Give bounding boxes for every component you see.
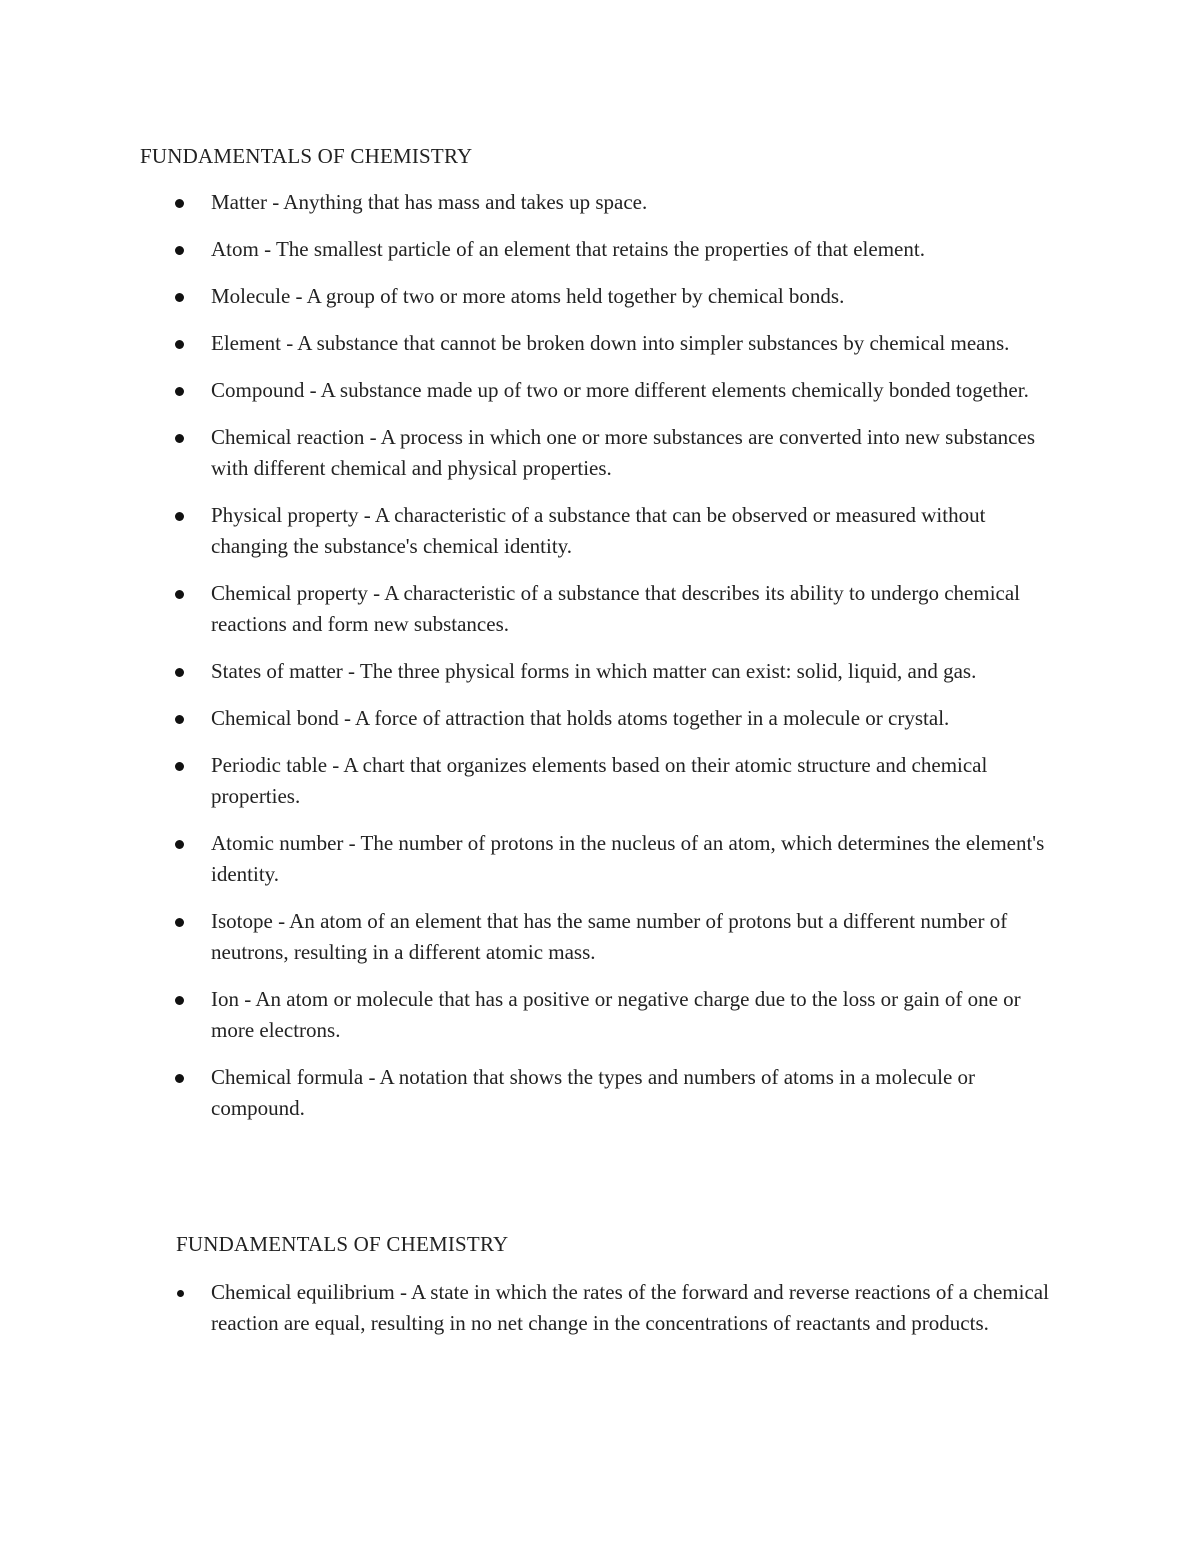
list-item [0,750,1061,812]
list-item [0,422,1061,484]
list-item-text: Chemical formula - A notation that shows the types and numbers of atoms in a molecule or compound. [211,1065,976,1120]
list-item [0,281,1061,312]
list-item [0,984,1061,1046]
list-item [0,187,1061,218]
list-item [0,328,1061,359]
list-item-text: Compound - A substance made up of two or more different elements chemically bonded together. [211,378,1029,402]
list-item-text: Atom - The smallest particle of an element that retains the properties of that element. [211,237,925,261]
bullet-icon [175,246,184,255]
bullet-icon [175,668,184,677]
list-item-text: Physical property - A characteristic of a substance that can be observed or measured without changing the substance's chemical identity. [211,503,986,558]
bullet-icon [175,512,184,521]
list-item-text: Chemical equilibrium - A state in which the rates of the forward and reverse reactions of a chemical reaction are equal, resulting in no net change in the concentrations of reactants and products. [211,1280,1049,1335]
list-item [0,1277,1061,1339]
bullet-icon [175,434,184,443]
list-item-text: Chemical property - A characteristic of a substance that describes its ability to undergo chemical reactions and form new substances. [211,581,1021,636]
list-item [0,656,1061,687]
list-item-text: Atomic number - The number of protons in the nucleus of an atom, which determines the element's identity. [211,831,1045,886]
list-item-text: States of matter - The three physical forms in which matter can exist: solid, liquid, and gas. [211,659,977,683]
list-item [0,375,1061,406]
list-item-text: Molecule - A group of two or more atoms held together by chemical bonds. [211,284,845,308]
list-item [0,703,1061,734]
bullet-icon [175,340,184,349]
bullet-icon [175,590,184,599]
section-heading: FUNDAMENTALS OF CHEMISTRY [140,144,473,168]
list-item [0,828,1061,890]
list-item [0,500,1061,562]
list-item-text: Ion - An atom or molecule that has a positive or negative charge due to the loss or gain of one or more electrons. [211,987,1021,1042]
bullet-icon [175,840,184,849]
list-item-text: Isotope - An atom of an element that has the same number of protons but a different number of neutrons, resulting in a different atomic mass. [211,909,1008,964]
section-heading: FUNDAMENTALS OF CHEMISTRY [176,1232,509,1256]
list-item-text: Chemical bond - A force of attraction that holds atoms together in a molecule or crystal. [211,706,950,730]
bullet-icon [175,387,184,396]
list-item [0,906,1061,968]
bullet-icon [175,293,184,302]
bullet-icon [175,715,184,724]
bullet-icon [175,996,184,1005]
bullet-icon [175,1074,184,1083]
list-item-text: Chemical reaction - A process in which one or more substances are converted into new substances with different chemical and physical properties. [211,425,1035,480]
definition-list [0,1277,1061,1355]
list-item-text: Element - A substance that cannot be broken down into simpler substances by chemical means. [211,331,1010,355]
bullet-icon [175,762,184,771]
definition-list [0,187,1061,1140]
list-item [0,578,1061,640]
list-item [0,1062,1061,1124]
bullet-icon [175,918,184,927]
list-item [0,234,1061,265]
list-item-text: Periodic table - A chart that organizes elements based on their atomic structure and chemical properties. [211,753,988,808]
list-item-text: Matter - Anything that has mass and takes up space. [211,190,648,214]
bullet-icon [175,199,184,208]
bullet-icon [177,1290,184,1297]
